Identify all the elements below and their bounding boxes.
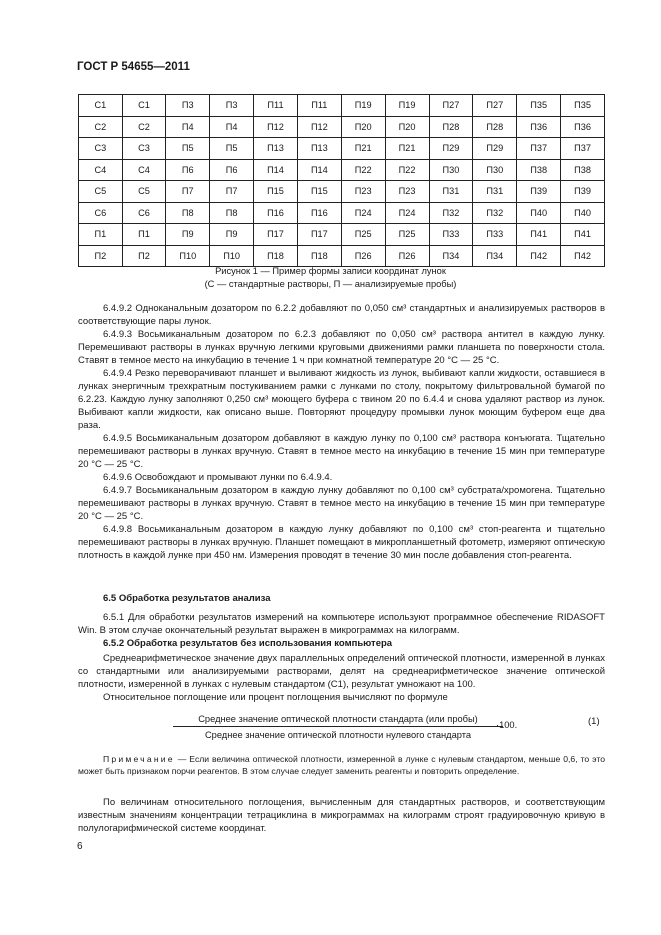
plate-cell: П24 bbox=[341, 202, 385, 224]
formula-number: (1) bbox=[588, 716, 600, 727]
figure-caption-legend: (С — стандартные растворы, П — анализируемые пробы) bbox=[204, 279, 457, 289]
plate-cell: П2 bbox=[122, 245, 166, 267]
plate-cell: П42 bbox=[561, 245, 605, 267]
plate-cell: П18 bbox=[254, 245, 298, 267]
document-header: ГОСТ Р 54655—2011 bbox=[77, 61, 190, 73]
plate-coordinate-table bbox=[78, 94, 605, 267]
plate-cell: С5 bbox=[122, 181, 166, 203]
plate-row bbox=[79, 245, 605, 267]
plate-cell: П11 bbox=[297, 95, 341, 117]
plate-cell: П38 bbox=[561, 159, 605, 181]
plate-cell: П16 bbox=[297, 202, 341, 224]
plate-row bbox=[79, 224, 605, 246]
plate-cell: П23 bbox=[385, 181, 429, 203]
plate-cell: П29 bbox=[473, 138, 517, 160]
plate-cell: П30 bbox=[429, 159, 473, 181]
paragraph-calibration-curve: По величинам относительного поглощения, вычисленным для стандартных растворов, и соответствующим известным значениям концентрации тетрациклина в микрограммах на килограмм строят градуировочную кривую в полулогарифмической системе координат. bbox=[78, 797, 605, 834]
plate-cell: П33 bbox=[473, 224, 517, 246]
plate-cell: П10 bbox=[210, 245, 254, 267]
section-heading-6-5-2: 6.5.2 Обработка результатов без использования компьютера bbox=[103, 638, 393, 649]
formula-numerator: Среднее значение оптической плотности стандарта (или пробы) bbox=[198, 714, 478, 724]
plate-cell: П31 bbox=[429, 181, 473, 203]
plate-cell: С5 bbox=[79, 181, 123, 203]
plate-cell: П22 bbox=[385, 159, 429, 181]
plate-cell: С6 bbox=[79, 202, 123, 224]
plate-cell: П36 bbox=[561, 116, 605, 138]
section-heading-6-5: 6.5 Обработка результатов анализа bbox=[103, 593, 271, 604]
plate-cell: П41 bbox=[561, 224, 605, 246]
plate-cell: П9 bbox=[210, 224, 254, 246]
plate-cell: П6 bbox=[210, 159, 254, 181]
plate-cell: П4 bbox=[166, 116, 210, 138]
plate-cell: П33 bbox=[429, 224, 473, 246]
plate-cell: С2 bbox=[122, 116, 166, 138]
plate-cell: П37 bbox=[561, 138, 605, 160]
plate-cell: П21 bbox=[341, 138, 385, 160]
plate-cell: П6 bbox=[166, 159, 210, 181]
plate-cell: П28 bbox=[473, 116, 517, 138]
paragraph-6-4-9-3: 6.4.9.3 Восьмиканальным дозатором по 6.2.3 добавляют по 0,050 см³ раствора антител в каждую лунку. Перемешивают растворы в лунках вручную легкими круговыми движениями рамки планшета по поверхности стола. Ставят в темное место на инкубацию в течение 1 ч при комнатной температуре 20 °С — 25 °С. bbox=[78, 329, 605, 366]
plate-cell: П9 bbox=[166, 224, 210, 246]
final-text-block bbox=[78, 796, 605, 835]
plate-cell: П27 bbox=[429, 95, 473, 117]
paragraph-6-4-9-7: 6.4.9.7 Восьмиканальным дозатором в каждую лунку добавляют по 0,100 см³ субстрата/хромогена. Тщательно перемешивают растворы в лунках вручную. Ставят в темное место на инкубацию в течение 15 мин при температуре 20 °С — 25 °С. bbox=[78, 485, 605, 522]
plate-cell: П36 bbox=[517, 116, 561, 138]
paragraph-6-5-1: 6.5.1 Для обработки результатов измерений на компьютере используют программное обеспечение RIDASOFT Win. В этом случае окончательный результат выражен в микрограммах на килограмм. bbox=[78, 612, 605, 636]
plate-cell: С6 bbox=[122, 202, 166, 224]
plate-cell: С2 bbox=[79, 116, 123, 138]
plate-cell: П5 bbox=[210, 138, 254, 160]
plate-cell: П10 bbox=[166, 245, 210, 267]
paragraph-6-4-9-2: 6.4.9.2 Одноканальным дозатором по 6.2.2 добавляют по 0,050 см³ стандартных и анализируемых растворов в соответствующие пары лунок. bbox=[78, 303, 605, 327]
plate-row bbox=[79, 116, 605, 138]
plate-cell: С1 bbox=[79, 95, 123, 117]
plate-cell: П3 bbox=[210, 95, 254, 117]
plate-cell: П19 bbox=[341, 95, 385, 117]
plate-row bbox=[79, 138, 605, 160]
plate-cell: П32 bbox=[473, 202, 517, 224]
plate-cell: П3 bbox=[166, 95, 210, 117]
plate-cell: П11 bbox=[254, 95, 298, 117]
plate-row bbox=[79, 95, 605, 117]
plate-cell: П26 bbox=[385, 245, 429, 267]
plate-cell: П19 bbox=[385, 95, 429, 117]
paragraph-mean-value: Среднеарифметическое значение двух параллельных определений оптической плотности, измеренной в лунках со стандартными или анализируемыми растворами, делят на среднеарифметическое значение оптической плотности, измеренной в лунках с нулевым стандартом (С1), результат умножают на 100. bbox=[78, 653, 605, 690]
plate-cell: П29 bbox=[429, 138, 473, 160]
plate-cell: П2 bbox=[79, 245, 123, 267]
paragraph-6-5-1-block bbox=[78, 611, 605, 637]
plate-cell: П13 bbox=[254, 138, 298, 160]
plate-cell: П7 bbox=[166, 181, 210, 203]
plate-cell: П32 bbox=[429, 202, 473, 224]
plate-cell: П20 bbox=[341, 116, 385, 138]
plate-cell: П40 bbox=[561, 202, 605, 224]
figure-caption: Рисунок 1 — Пример формы записи координат лунок bbox=[215, 266, 446, 276]
plate-cell: П1 bbox=[79, 224, 123, 246]
plate-cell: С4 bbox=[79, 159, 123, 181]
plate-row bbox=[79, 181, 605, 203]
plate-cell: С4 bbox=[122, 159, 166, 181]
plate-cell: П41 bbox=[517, 224, 561, 246]
plate-cell: П39 bbox=[517, 181, 561, 203]
page-number: 6 bbox=[77, 841, 83, 852]
note-text: — Если величина оптической плотности, измеренной в лунке с нулевым стандартом, меньше 0,6, то это может быть признаком порчи реагентов. В этом случае следует заменить реагенты и повторить определение. bbox=[78, 754, 605, 776]
plate-cell: С1 bbox=[122, 95, 166, 117]
plate-row bbox=[79, 202, 605, 224]
plate-cell: П14 bbox=[297, 159, 341, 181]
plate-cell: П24 bbox=[385, 202, 429, 224]
plate-cell: П30 bbox=[473, 159, 517, 181]
plate-cell: П35 bbox=[561, 95, 605, 117]
plate-cell: П17 bbox=[254, 224, 298, 246]
plate-cell: П25 bbox=[341, 224, 385, 246]
plate-cell: П8 bbox=[210, 202, 254, 224]
paragraph-formula-intro: Относительное поглощение или процент поглощения вычисляют по формуле bbox=[103, 692, 448, 703]
paragraph-6-4-9-6: 6.4.9.6 Освобождают и промывают лунки по 6.4.9.4. bbox=[103, 472, 333, 483]
plate-cell: П17 bbox=[297, 224, 341, 246]
note-label: Примечание bbox=[103, 754, 175, 764]
plate-cell: П20 bbox=[385, 116, 429, 138]
plate-cell: П12 bbox=[254, 116, 298, 138]
plate-cell: П35 bbox=[517, 95, 561, 117]
plate-cell: П5 bbox=[166, 138, 210, 160]
plate-cell: П16 bbox=[254, 202, 298, 224]
plate-cell: П15 bbox=[254, 181, 298, 203]
formula-multiplier: ·100. bbox=[496, 720, 518, 730]
plate-cell: П7 bbox=[210, 181, 254, 203]
plate-cell: П13 bbox=[297, 138, 341, 160]
paragraph-6-4-9-5: 6.4.9.5 Восьмиканальным дозатором добавляют в каждую лунку по 0,100 см³ раствора конъюгата. Тщательно перемешивают растворы в лунках вручную. Ставят в темное место на инкубацию в течение 15 мин при температуре 20 °С — 25 °С. bbox=[78, 433, 605, 470]
plate-cell: П22 bbox=[341, 159, 385, 181]
plate-cell: П27 bbox=[473, 95, 517, 117]
plate-cell: П31 bbox=[473, 181, 517, 203]
plate-cell: П34 bbox=[473, 245, 517, 267]
plate-cell: П34 bbox=[429, 245, 473, 267]
plate-cell: П28 bbox=[429, 116, 473, 138]
plate-cell: П21 bbox=[385, 138, 429, 160]
plate-cell: П12 bbox=[297, 116, 341, 138]
plate-cell: П25 bbox=[385, 224, 429, 246]
formula-denominator: Среднее значение оптической плотности нулевого стандарта bbox=[173, 726, 503, 740]
paragraph-6-4-9-4: 6.4.9.4 Резко переворачивают планшет и выливают жидкость из лунок, выбивают капли жидкости, оставшиеся в лунках энергичным трехкратным постукиванием рамки с лунками по столу, покрытому фильтровальной бумагой по 6.2.23. Каждую лунку заполняют 0,250 см³ моющего буфера с твином 20 по 6.4.4 и снова удаляют раствор из лунок. Выбивают капли жидкости, как описано выше. Повторяют процедуру промывки лунок моющим буфером еще два раза. bbox=[78, 368, 605, 431]
plate-cell: П42 bbox=[517, 245, 561, 267]
plate-cell: П8 bbox=[166, 202, 210, 224]
calculation-text-block bbox=[78, 652, 605, 704]
plate-cell: С3 bbox=[122, 138, 166, 160]
paragraph-6-4-9-8: 6.4.9.8 Восьмиканальным дозатором в каждую лунку добавляют по 0,100 см³ стоп-реагента и тщательно перемешивают растворы в лунках вручную. Планшет помещают в микропланшетный фотометр, измеряют оптическую плотность в каждой лунке при 450 нм. Измерения проводят в течение 30 мин после добавления стоп-реагента. bbox=[78, 524, 605, 561]
note-block bbox=[78, 754, 605, 777]
plate-row bbox=[79, 159, 605, 181]
plate-cell: П38 bbox=[517, 159, 561, 181]
plate-cell: П4 bbox=[210, 116, 254, 138]
plate-cell: С3 bbox=[79, 138, 123, 160]
plate-cell: П23 bbox=[341, 181, 385, 203]
plate-cell: П26 bbox=[341, 245, 385, 267]
procedure-text-block bbox=[78, 302, 605, 562]
plate-cell: П18 bbox=[297, 245, 341, 267]
plate-cell: П1 bbox=[122, 224, 166, 246]
plate-cell: П37 bbox=[517, 138, 561, 160]
plate-cell: П40 bbox=[517, 202, 561, 224]
plate-cell: П39 bbox=[561, 181, 605, 203]
plate-cell: П15 bbox=[297, 181, 341, 203]
plate-cell: П14 bbox=[254, 159, 298, 181]
formula-1 bbox=[173, 714, 503, 740]
